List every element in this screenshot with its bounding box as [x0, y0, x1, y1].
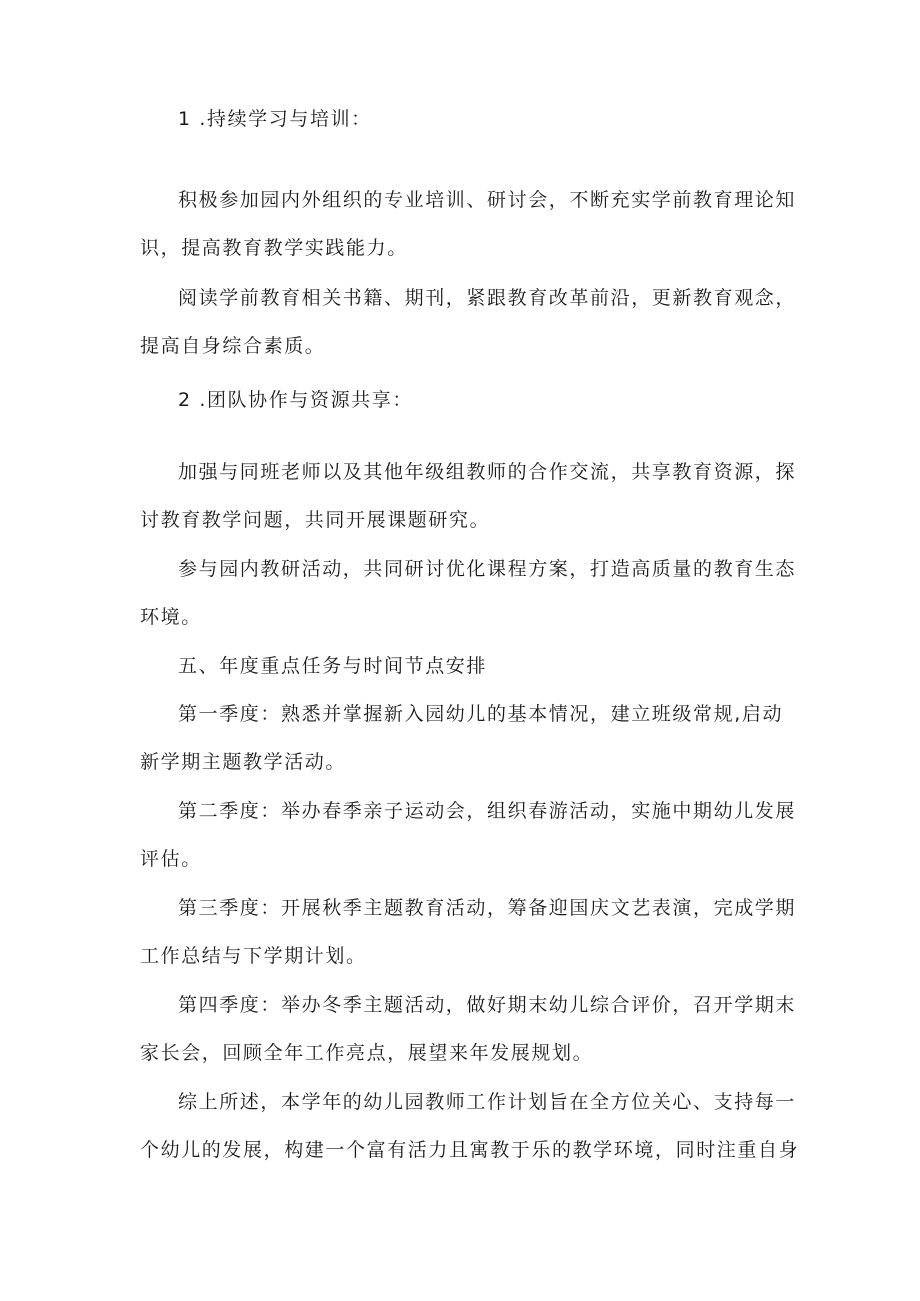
section-1-paragraph-2: 阅读学前教育相关书籍、期刊，紧跟教育改革前沿，更新教育观念， 提高自身综合素质。: [140, 287, 797, 357]
section-2-heading: 2 .团队协作与资源共享：: [178, 389, 413, 411]
section-1-paragraph-1: 积极参加园内外组织的专业培训、研讨会，不断充实学前教育理论知 识，提高教育教学实践能力。: [140, 189, 797, 259]
section-2-paragraph-2: 参与园内教研活动，共同研讨优化课程方案，打造高质量的教育生态 环境。: [140, 558, 797, 628]
quarter-3-paragraph: 第三季度：开展秋季主题教育活动，筹备迎国庆文艺表演，完成学期 工作总结与下学期计划。: [140, 897, 797, 967]
section-5-heading: 五、年度重点任务与时间节点安排: [178, 655, 488, 677]
section-2-paragraph-1: 加强与同班老师以及其他年级组教师的合作交流，共享教育资源，探 讨教育教学问题，共同开展课题研究。: [140, 461, 797, 531]
quarter-1-paragraph: 第一季度：熟悉并掌握新入园幼儿的基本情况，建立班级常规,启动 新学期主题教学活动。: [140, 703, 784, 773]
summary-paragraph: 综上所述，本学年的幼儿园教师工作计划旨在全方位关心、支持每一 个幼儿的发展，构建一个富有活力且寓教于乐的教学环境，同时注重自身: [140, 1091, 800, 1161]
quarter-4-paragraph: 第四季度：举办冬季主题活动，做好期末幼儿综合评价，召开学期末 家长会，回顾全年工作亮点，展望来年发展规划。: [140, 994, 797, 1064]
quarter-2-paragraph: 第二季度：举办春季亲子运动会，组织春游活动，实施中期幼儿发展 评估。: [140, 800, 797, 870]
section-1-heading: 1 .持续学习与培训：: [178, 108, 372, 130]
